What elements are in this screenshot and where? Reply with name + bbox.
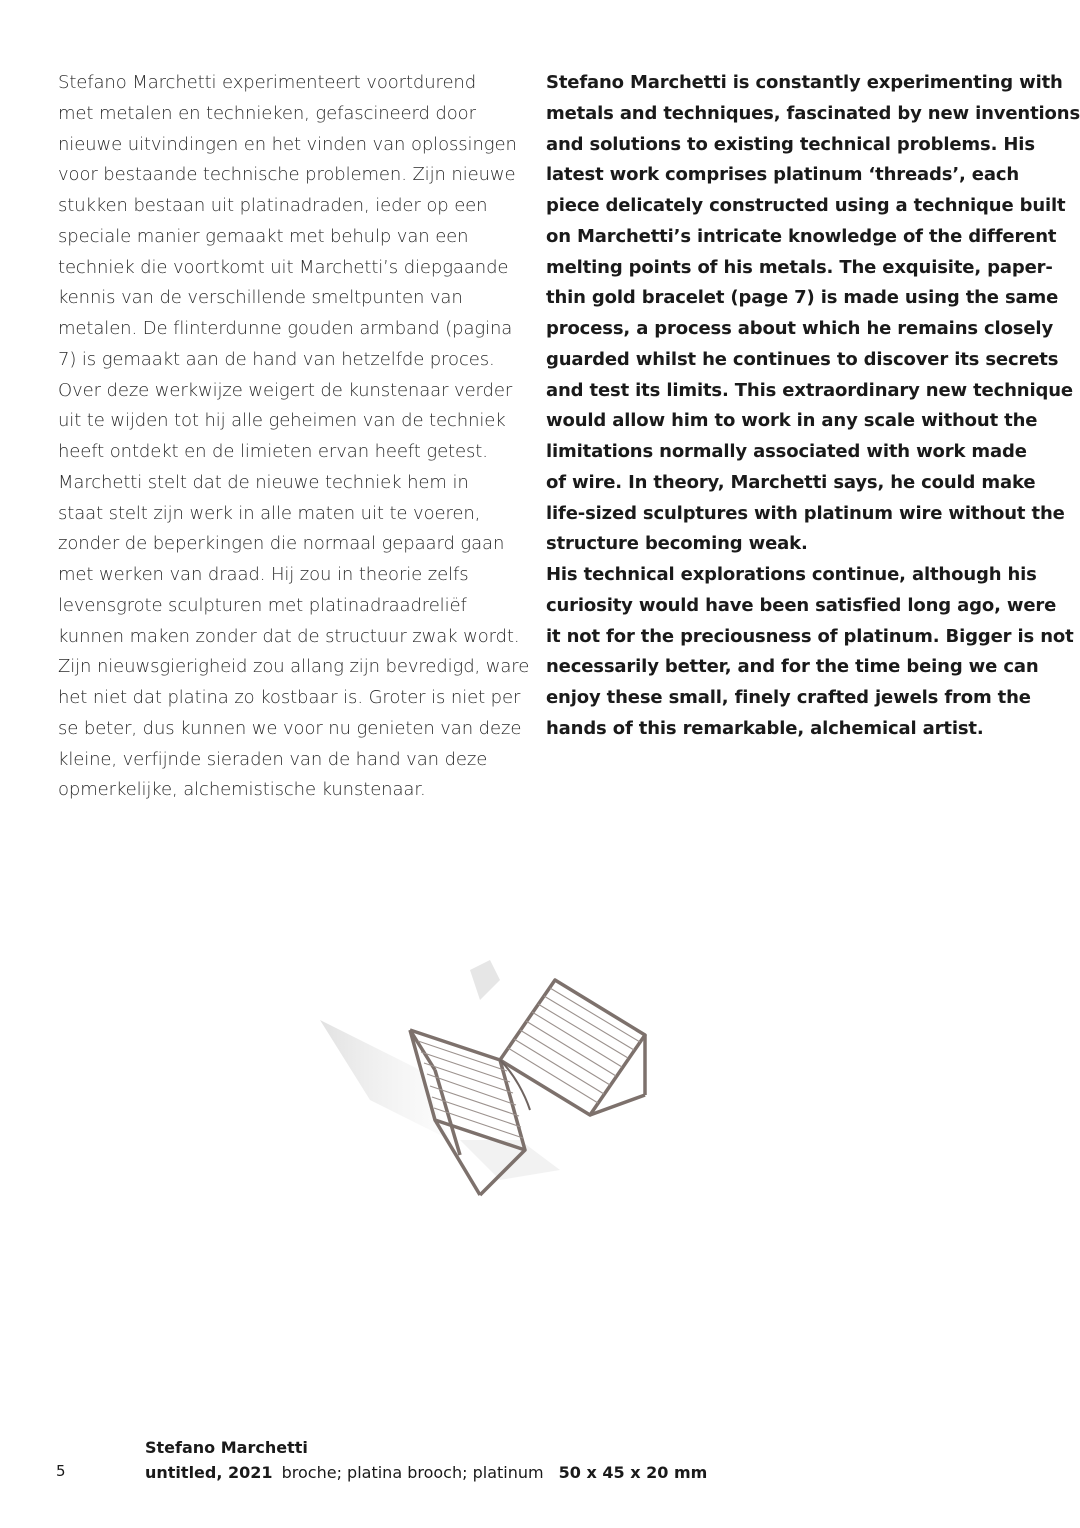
dutch-text-line: metalen. De flinterdunne gouden armband (pagina	[58, 318, 513, 339]
english-text-line: structure becoming weak.	[546, 533, 808, 555]
dutch-text-line: kleine, verfijnde sieraden van de hand van deze	[58, 748, 488, 770]
english-text-line: would allow him to work in any scale without the	[546, 410, 1038, 432]
english-text-line: piece delicately constructed using a technique built	[546, 195, 1066, 216]
dutch-text-line: het niet dat platina zo kostbaar is. Groter is niet per	[58, 687, 521, 708]
brooch-photo	[300, 950, 680, 1220]
dutch-text-line: nieuwe uitvindingen en het vinden van oplossingen	[58, 133, 517, 155]
dutch-text-line: se beter, dus kunnen we voor nu genieten van deze	[58, 717, 522, 739]
english-text-line: guarded whilst he continues to discover its secrets	[546, 348, 1059, 370]
english-text-line: latest work comprises platinum ‘threads’, each	[546, 164, 1020, 186]
english-text-line: Stefano Marchetti is constantly experimenting with	[546, 72, 1063, 93]
dutch-text-line: Over deze werkwijze weigert de kunstenaar verder	[58, 379, 513, 401]
shadow-top	[470, 960, 500, 1000]
dutch-text-line: kennis van de verschillende smeltpunten van	[58, 287, 463, 309]
dutch-text-line: met werken van draad. Hij zou in theorie zelfs	[58, 564, 469, 585]
dutch-text-line: Marchetti stelt dat de nieuwe techniek hem in	[58, 471, 469, 493]
caption-details	[145, 1460, 711, 1485]
caption-artist: Stefano Marchetti	[145, 1438, 308, 1457]
caption-description: broche; platina brooch; platinum	[281, 1463, 544, 1482]
english-text-line: thin gold bracelet (page 7) is made using the same	[546, 287, 1059, 309]
dutch-text-line: staat stelt zijn werk in alle maten uit te voeren,	[58, 502, 481, 524]
dutch-text-line: opmerkelijke, alchemistische kunstenaar.	[58, 779, 426, 801]
caption-title: untitled, 2021	[145, 1463, 273, 1482]
english-text-line: and solutions to existing technical problems. His	[546, 133, 1035, 155]
english-text-line: on Marchetti’s intricate knowledge of the different	[546, 225, 1057, 247]
dutch-text-line: heeft ontdekt en de limieten ervan heeft getest.	[58, 441, 488, 462]
english-text-line: metals and techniques, fascinated by new inventions	[546, 102, 1080, 124]
dutch-text-line: voor bestaande technische problemen. Zijn nieuwe	[58, 164, 516, 186]
english-text-line: melting points of his metals. The exquisite, paper-	[546, 256, 1053, 278]
english-text-line: limitations normally associated with work made	[546, 441, 1027, 462]
dutch-text-line: levensgrote sculpturen met platinadraadreliëf	[58, 594, 467, 616]
english-text-line: process, a process about which he remains closely	[546, 318, 1054, 339]
brooch-threads-right	[508, 988, 640, 1103]
page-number: 5	[56, 1462, 66, 1480]
article-text-dutch	[58, 68, 530, 806]
dutch-text-line: speciale manier gemaakt met behulp van een	[58, 225, 469, 247]
english-text-line: His technical explorations continue, although his	[546, 564, 1037, 585]
dutch-text-line: zonder de beperkingen die normaal gepaard gaan	[58, 533, 505, 555]
dutch-text-line: met metalen en technieken, gefascineerd door	[58, 102, 476, 124]
dutch-text-line: uit te wijden tot hij alle geheimen van de techniek	[58, 410, 506, 432]
english-text-line: it not for the preciousness of platinum. Bigger is not	[546, 625, 1074, 647]
english-text-line: hands of this remarkable, alchemical artist.	[546, 717, 984, 739]
english-text-line: necessarily better, and for the time being we can	[546, 656, 1039, 678]
english-text-line: and test its limits. This extraordinary new technique	[546, 379, 1073, 401]
dutch-text-line: stukken bestaan uit platinadraden, ieder op een	[58, 195, 488, 216]
dutch-text-line: techniek die voortkomt uit Marchetti’s diepgaande	[58, 256, 509, 278]
article-text-english	[546, 68, 1080, 745]
caption-dimensions: 50 x 45 x 20 mm	[558, 1463, 708, 1482]
dutch-text-line: Zijn nieuwsgierigheid zou allang zijn bevredigd, ware	[58, 656, 530, 678]
dutch-text-line: Stefano Marchetti experimenteert voortdurend	[58, 72, 477, 93]
dutch-text-line: kunnen maken zonder dat de structuur zwak wordt.	[58, 625, 520, 647]
english-text-line: enjoy these small, finely crafted jewels from the	[546, 687, 1031, 708]
artwork-caption	[145, 1435, 711, 1485]
english-text-line: of wire. In theory, Marchetti says, he could make	[546, 471, 1036, 493]
brooch-illustration	[300, 950, 680, 1220]
english-text-line: life-sized sculptures with platinum wire without the	[546, 502, 1065, 524]
english-text-line: curiosity would have been satisfied long ago, were	[546, 594, 1057, 616]
dutch-text-line: 7) is gemaakt aan de hand van hetzelfde proces.	[58, 348, 495, 370]
